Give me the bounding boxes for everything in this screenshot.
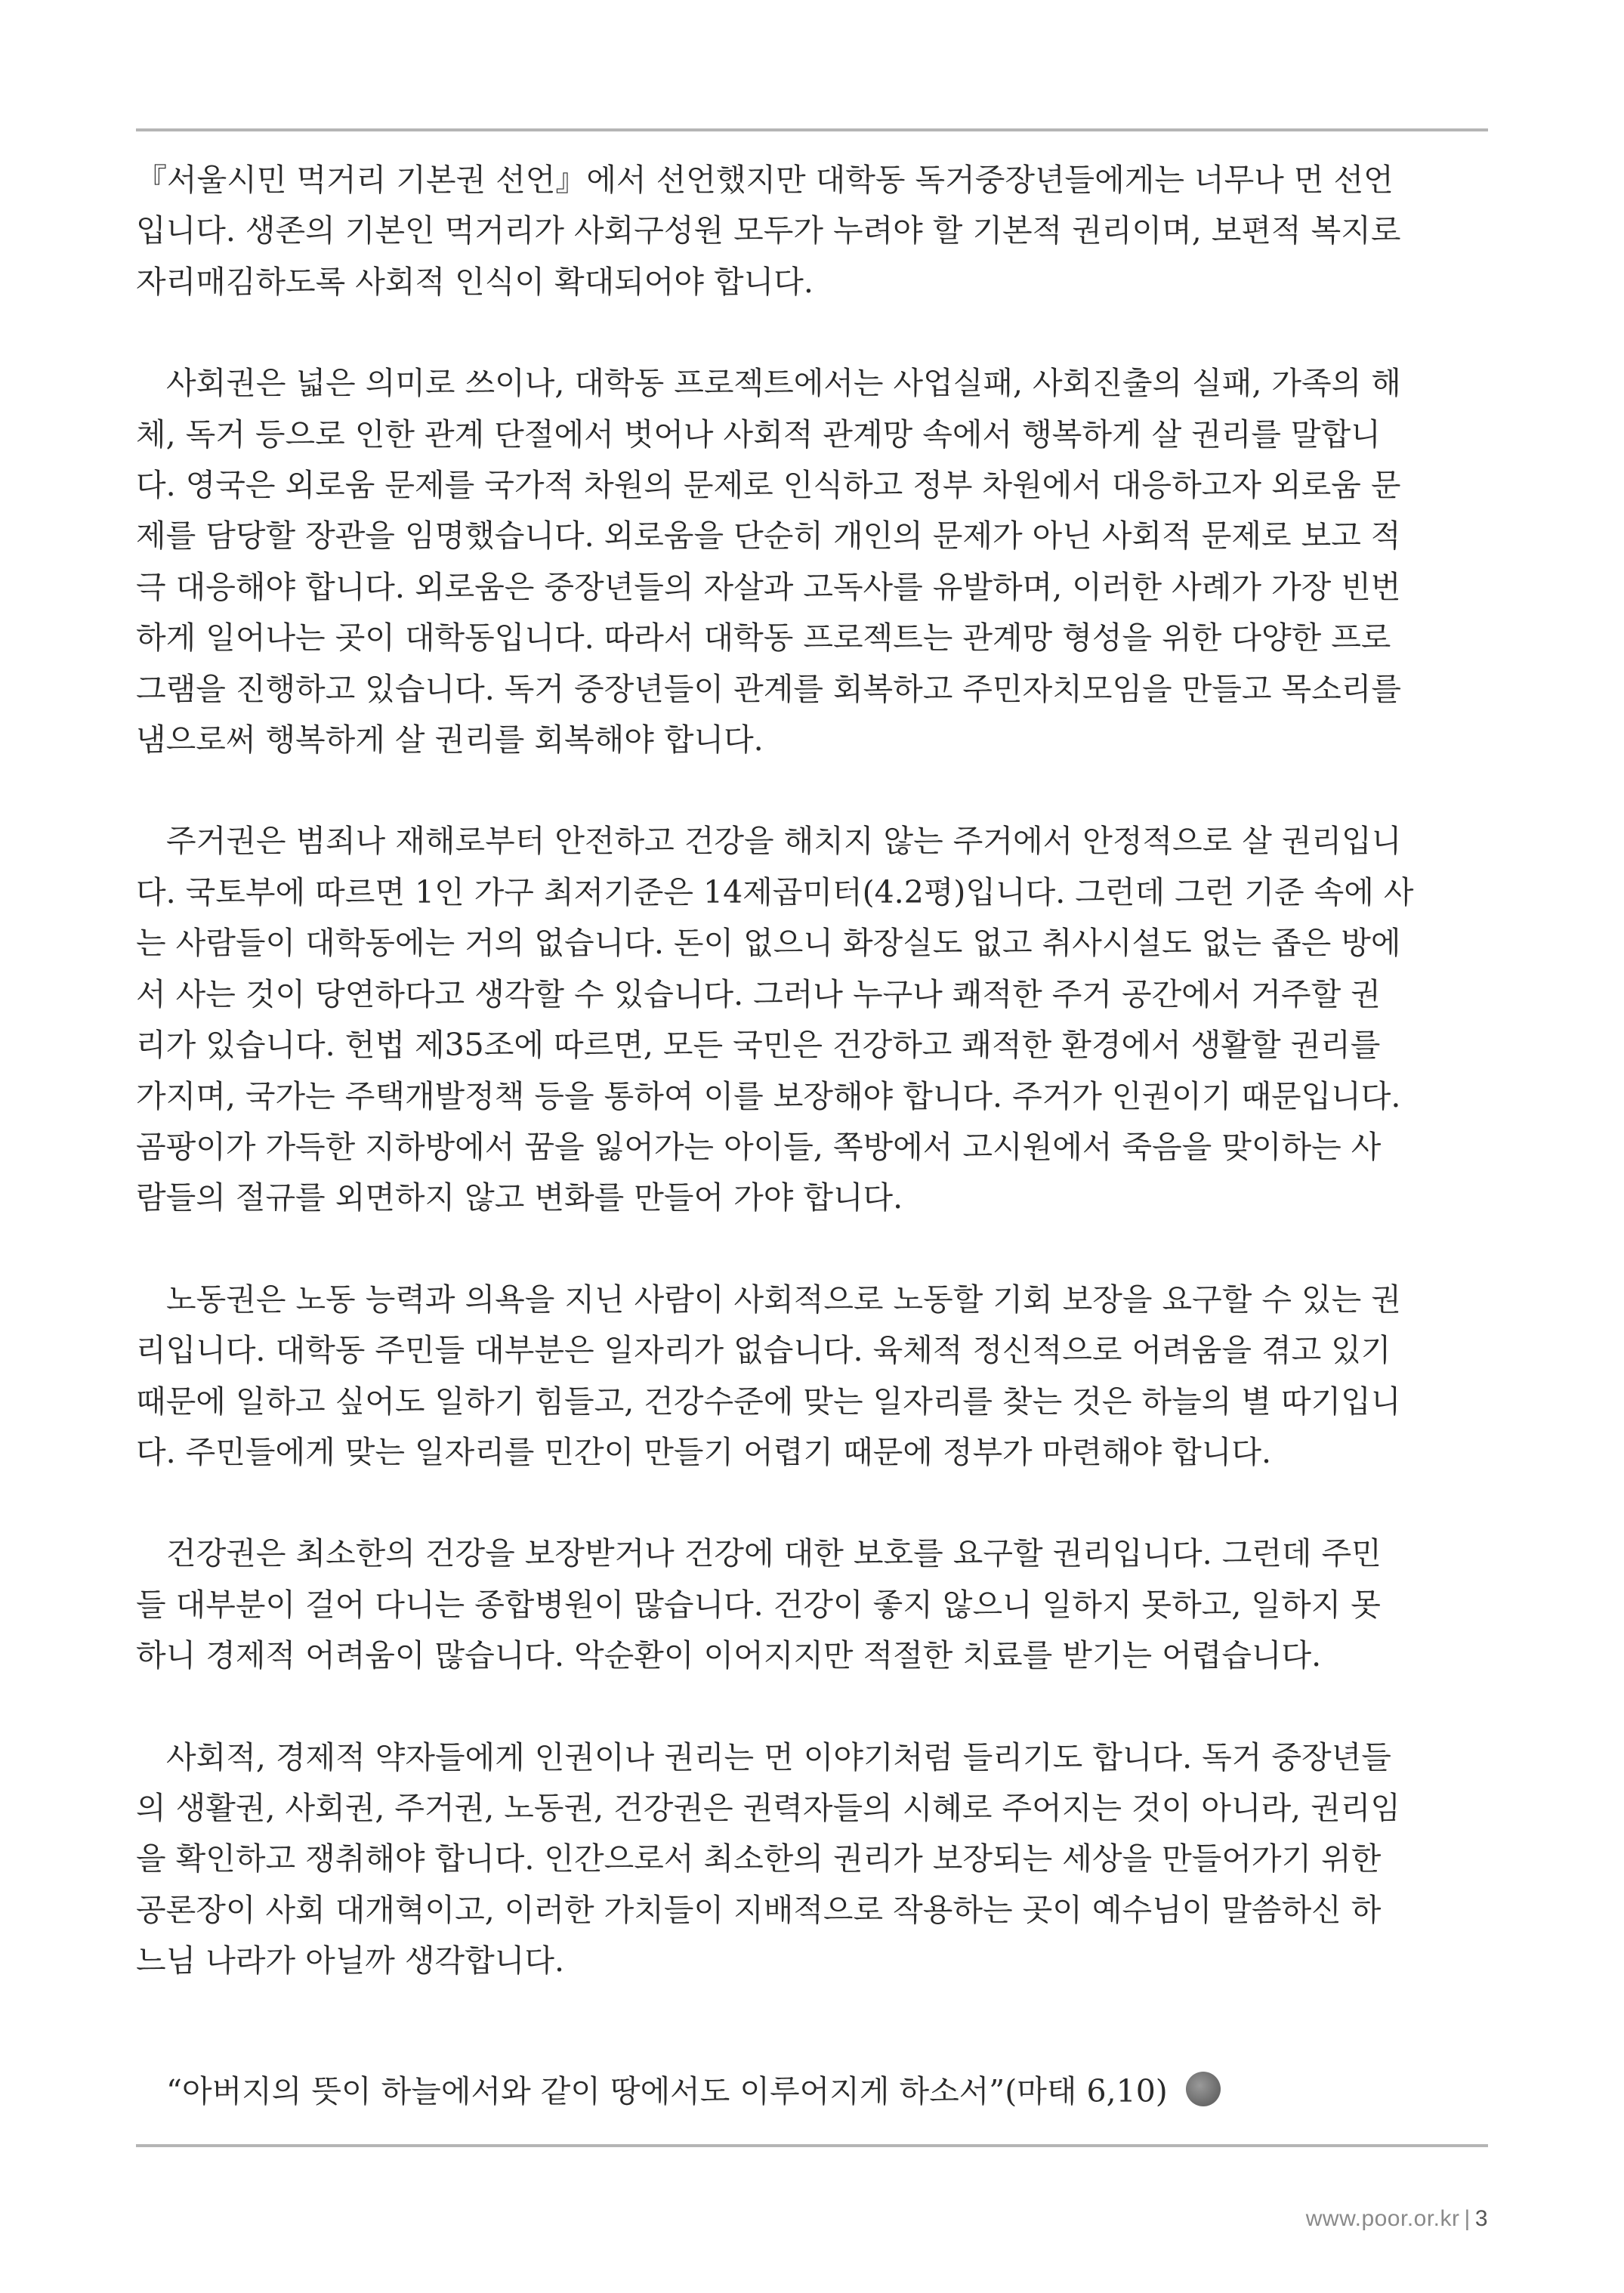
text-line: 하니 경제적 어려움이 많습니다. 악순환이 이어지지만 적절한 치료를 받기는 어렵습니다. xyxy=(136,1637,1322,1674)
text-line: 그램을 진행하고 있습니다. 독거 중장년들이 관계를 회복하고 주민자치모임을 만들고 목소리를 xyxy=(136,670,1401,707)
text-line: 가지며, 국가는 주택개발정책 등을 통하여 이를 보장해야 합니다. 주거가 인권이기 때문입니다. xyxy=(136,1077,1401,1114)
quote-text: “아버지의 뜻이 하늘에서와 같이 땅에서도 이루어지게 하소서”(마태 6,10) xyxy=(166,2073,1168,2109)
text-line: 건강권은 최소한의 건강을 보장받거나 건강에 대한 보호를 요구할 권리입니다. 그런데 주민 xyxy=(166,1535,1382,1572)
paragraph-social-rights xyxy=(136,358,1488,765)
text-line: 다. 영국은 외로움 문제를 국가적 차원의 문제로 인식하고 정부 차원에서 대응하고자 외로움 문 xyxy=(136,467,1401,504)
text-line: 서 사는 것이 당연하다고 생각할 수 있습니다. 그러나 누구나 쾌적한 주거 공간에서 거주할 권 xyxy=(136,975,1381,1012)
paragraph-conclusion xyxy=(136,1732,1488,1987)
closing-quote xyxy=(166,2066,1221,2117)
text-line: 『서울시민 먹거리 기본권 선언』에서 선언했지만 대학동 독거중장년들에게는 너무나 먼 선언 xyxy=(136,162,1394,198)
text-line: 들 대부분이 걸어 다니는 종합병원이 많습니다. 건강이 좋지 않으니 일하지 못하고, 일하지 못 xyxy=(136,1586,1381,1623)
text-line: 다. 국토부에 따르면 1인 가구 최저기준은 14제곱미터(4.2평)입니다. 그런데 그런 기준 속에 사 xyxy=(136,873,1414,910)
text-line: 곰팡이가 가득한 지하방에서 꿈을 잃어가는 아이들, 쪽방에서 고시원에서 죽음을 맞이하는 사 xyxy=(136,1128,1382,1165)
text-line: 체, 독거 등으로 인한 관계 단절에서 벗어나 사회적 관계망 속에서 행복하게 살 권리를 말합니 xyxy=(136,416,1381,453)
page-number: 3 xyxy=(1474,2206,1488,2231)
text-line: 냄으로써 행복하게 살 권리를 회복해야 합니다. xyxy=(136,722,764,759)
end-ornament-icon xyxy=(1186,2072,1221,2106)
paragraph-health-rights xyxy=(136,1528,1488,1681)
text-line: 사회권은 넓은 의미로 쓰이나, 대학동 프로젝트에서는 사업실패, 사회진출의 실패, 가족의 해 xyxy=(166,365,1401,402)
text-line: 공론장이 사회 대개혁이고, 이러한 가치들이 지배적으로 작용하는 곳이 예수님이 말씀하신 하 xyxy=(136,1891,1382,1928)
top-divider xyxy=(136,128,1488,131)
text-line: 의 생활권, 사회권, 주거권, 노동권, 건강권은 권력자들의 시혜로 주어지는 것이 아니라, 권리임 xyxy=(136,1789,1400,1826)
text-line: 때문에 일하고 싶어도 일하기 힘들고, 건강수준에 맞는 일자리를 찾는 것은 하늘의 별 따기입니 xyxy=(136,1383,1401,1420)
paragraph-food-rights xyxy=(136,155,1488,307)
bottom-divider xyxy=(136,2144,1488,2147)
text-line: 는 사람들이 대학동에는 거의 없습니다. 돈이 없으니 화장실도 없고 취사시설도 없는 좁은 방에 xyxy=(136,925,1401,962)
text-line: 극 대응해야 합니다. 외로움은 중장년들의 자살과 고독사를 유발하며, 이러한 사례가 가장 빈번 xyxy=(136,568,1401,605)
article-body xyxy=(136,155,1488,2038)
text-line: 자리매김하도록 사회적 인식이 확대되어야 합니다. xyxy=(136,263,814,300)
text-line: 람들의 절규를 외면하지 않고 변화를 만들어 가야 합니다. xyxy=(136,1179,903,1216)
text-line: 입니다. 생존의 기본인 먹거리가 사회구성원 모두가 누려야 할 기본적 권리이며, 보편적 복지로 xyxy=(136,212,1401,249)
page-footer xyxy=(1306,2206,1488,2232)
text-line: 다. 주민들에게 맞는 일자리를 민간이 만들기 어렵기 때문에 정부가 마련해야 합니다. xyxy=(136,1433,1271,1470)
text-line: 사회적, 경제적 약자들에게 인권이나 권리는 먼 이야기처럼 들리기도 합니다. 독거 중장년들 xyxy=(166,1738,1391,1775)
text-line: 하게 일어나는 곳이 대학동입니다. 따라서 대학동 프로젝트는 관계망 형성을 위한 다양한 프로 xyxy=(136,620,1391,657)
paragraph-housing-rights xyxy=(136,816,1488,1223)
text-line: 주거권은 범죄나 재해로부터 안전하고 건강을 해치지 않는 주거에서 안정적으로 살 권리입니 xyxy=(166,823,1402,860)
footer-site-link[interactable]: www.poor.or.kr xyxy=(1305,2206,1460,2231)
text-line: 리가 있습니다. 헌법 제35조에 따르면, 모든 국민은 건강하고 쾌적한 환경에서 생활할 권리를 xyxy=(136,1027,1381,1064)
text-line: 제를 담당할 장관을 임명했습니다. 외로움을 단순히 개인의 문제가 아닌 사회적 문제로 보고 적 xyxy=(136,518,1401,555)
text-line: 리입니다. 대학동 주민들 대부분은 일자리가 없습니다. 육체적 정신적으로 어려움을 겪고 있기 xyxy=(136,1332,1391,1369)
paragraph-labor-rights xyxy=(136,1275,1488,1479)
text-line: 느님 나라가 아닐까 생각합니다. xyxy=(136,1942,565,1979)
text-line: 노동권은 노동 능력과 의욕을 지닌 사람이 사회적으로 노동할 기회 보장을 요구할 수 있는 권 xyxy=(166,1281,1401,1318)
text-line: 을 확인하고 쟁취해야 합니다. 인간으로서 최소한의 권리가 보장되는 세상을 만들어가기 위한 xyxy=(136,1840,1382,1877)
footer-separator: | xyxy=(1464,2206,1471,2231)
